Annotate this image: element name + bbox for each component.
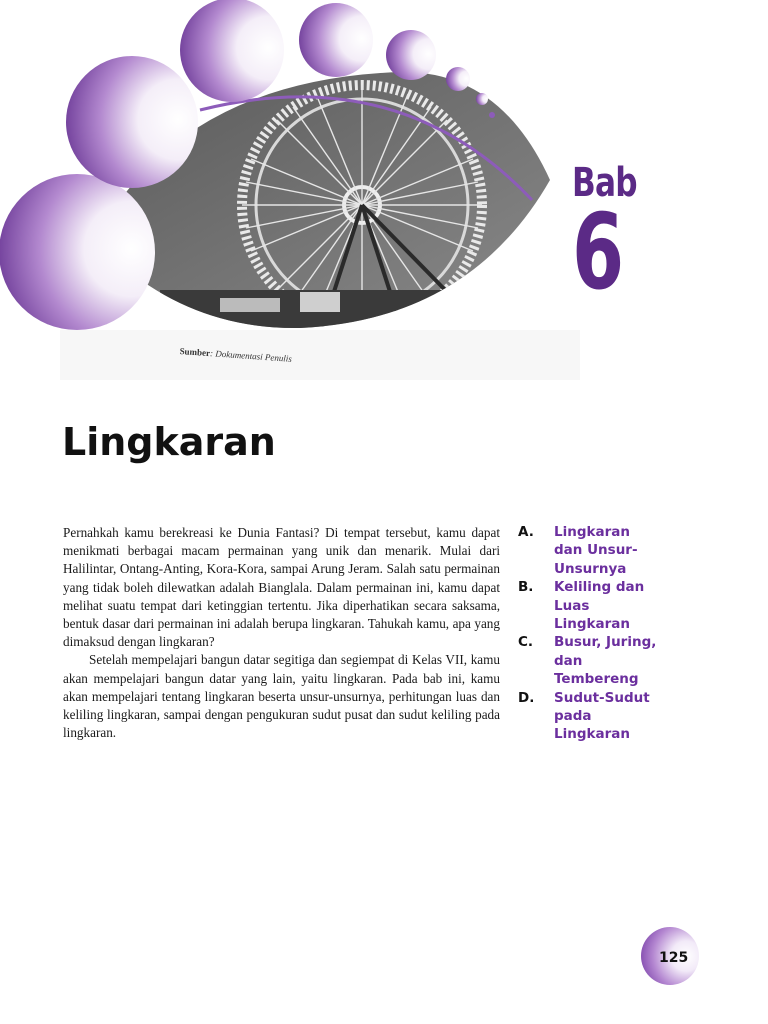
chapter-label: Bab — [572, 160, 637, 206]
intro-paragraph: Pernahkah kamu berekreasi ke Dunia Fantasi? Di tempat tersebut, kamu dapat menikmati berbagai macam permainan yang unik dan menarik. Mulai dari Halilintar, Ontang-Anting, Kora-Kora, sampai Arung Jeram. Salah satu permainan yang tidak boleh dilewatkan adalah Bianglala. Dalam permainan ini, kamu dapat melihat suatu tempat dari ketinggian tertentu. Jika diperhatikan secara saksama, bentuk dasar dari permainan ini adalah berupa lingkaran. Tahukah kamu, apa yang dimaksud dengan lingkaran? — [63, 525, 500, 650]
image-source-caption: Sumber: Dokumentasi Penulis — [179, 346, 293, 364]
toc-item-label: Busur, Juring, dan Tembereng — [554, 634, 657, 688]
decorative-bubble — [180, 0, 284, 102]
decorative-bubble — [489, 112, 495, 118]
toc-item — [518, 689, 658, 744]
decorative-bubble — [299, 3, 373, 77]
decorative-bubble — [386, 30, 436, 80]
page-number: 125 — [659, 950, 689, 966]
decorative-bubble — [446, 67, 470, 91]
toc-item — [518, 523, 658, 578]
toc-item — [518, 633, 658, 688]
toc-item-label: Keliling dan Luas Lingkaran — [554, 579, 645, 633]
chapter-hero-image — [0, 0, 768, 380]
page-title: Lingkaran — [62, 420, 276, 464]
decorative-bubble — [66, 56, 198, 188]
chapter-number: 6 — [572, 191, 625, 313]
intro-paragraph: Setelah mempelajari bangun datar segitiga dan segiempat di Kelas VII, kamu akan mempelajari bangun datar yang lain, yaitu lingkaran. Pada bab ini, kamu akan mempelajari tentang lingkaran beserta unsur-unsurnya, perhitungan luas dan keliling lingkaran, sampai dengan pengukuran sudut pusat dan sudut keliling pada lingkaran. — [63, 652, 500, 741]
toc-item-label: Sudut-Sudut pada Lingkaran — [554, 689, 650, 743]
toc-item — [518, 578, 658, 633]
decorative-bubble — [0, 174, 155, 330]
toc-item-letter: B. — [518, 579, 534, 596]
toc-item-letter: A. — [518, 524, 534, 540]
toc-item-letter: D. — [518, 689, 535, 706]
decorative-bubble — [476, 93, 488, 105]
toc-item-letter: C. — [518, 634, 534, 651]
chapter-contents — [518, 523, 658, 744]
toc-item-label: Lingkaran dan Unsur-Unsurnya — [554, 524, 638, 577]
intro-text — [63, 524, 500, 742]
